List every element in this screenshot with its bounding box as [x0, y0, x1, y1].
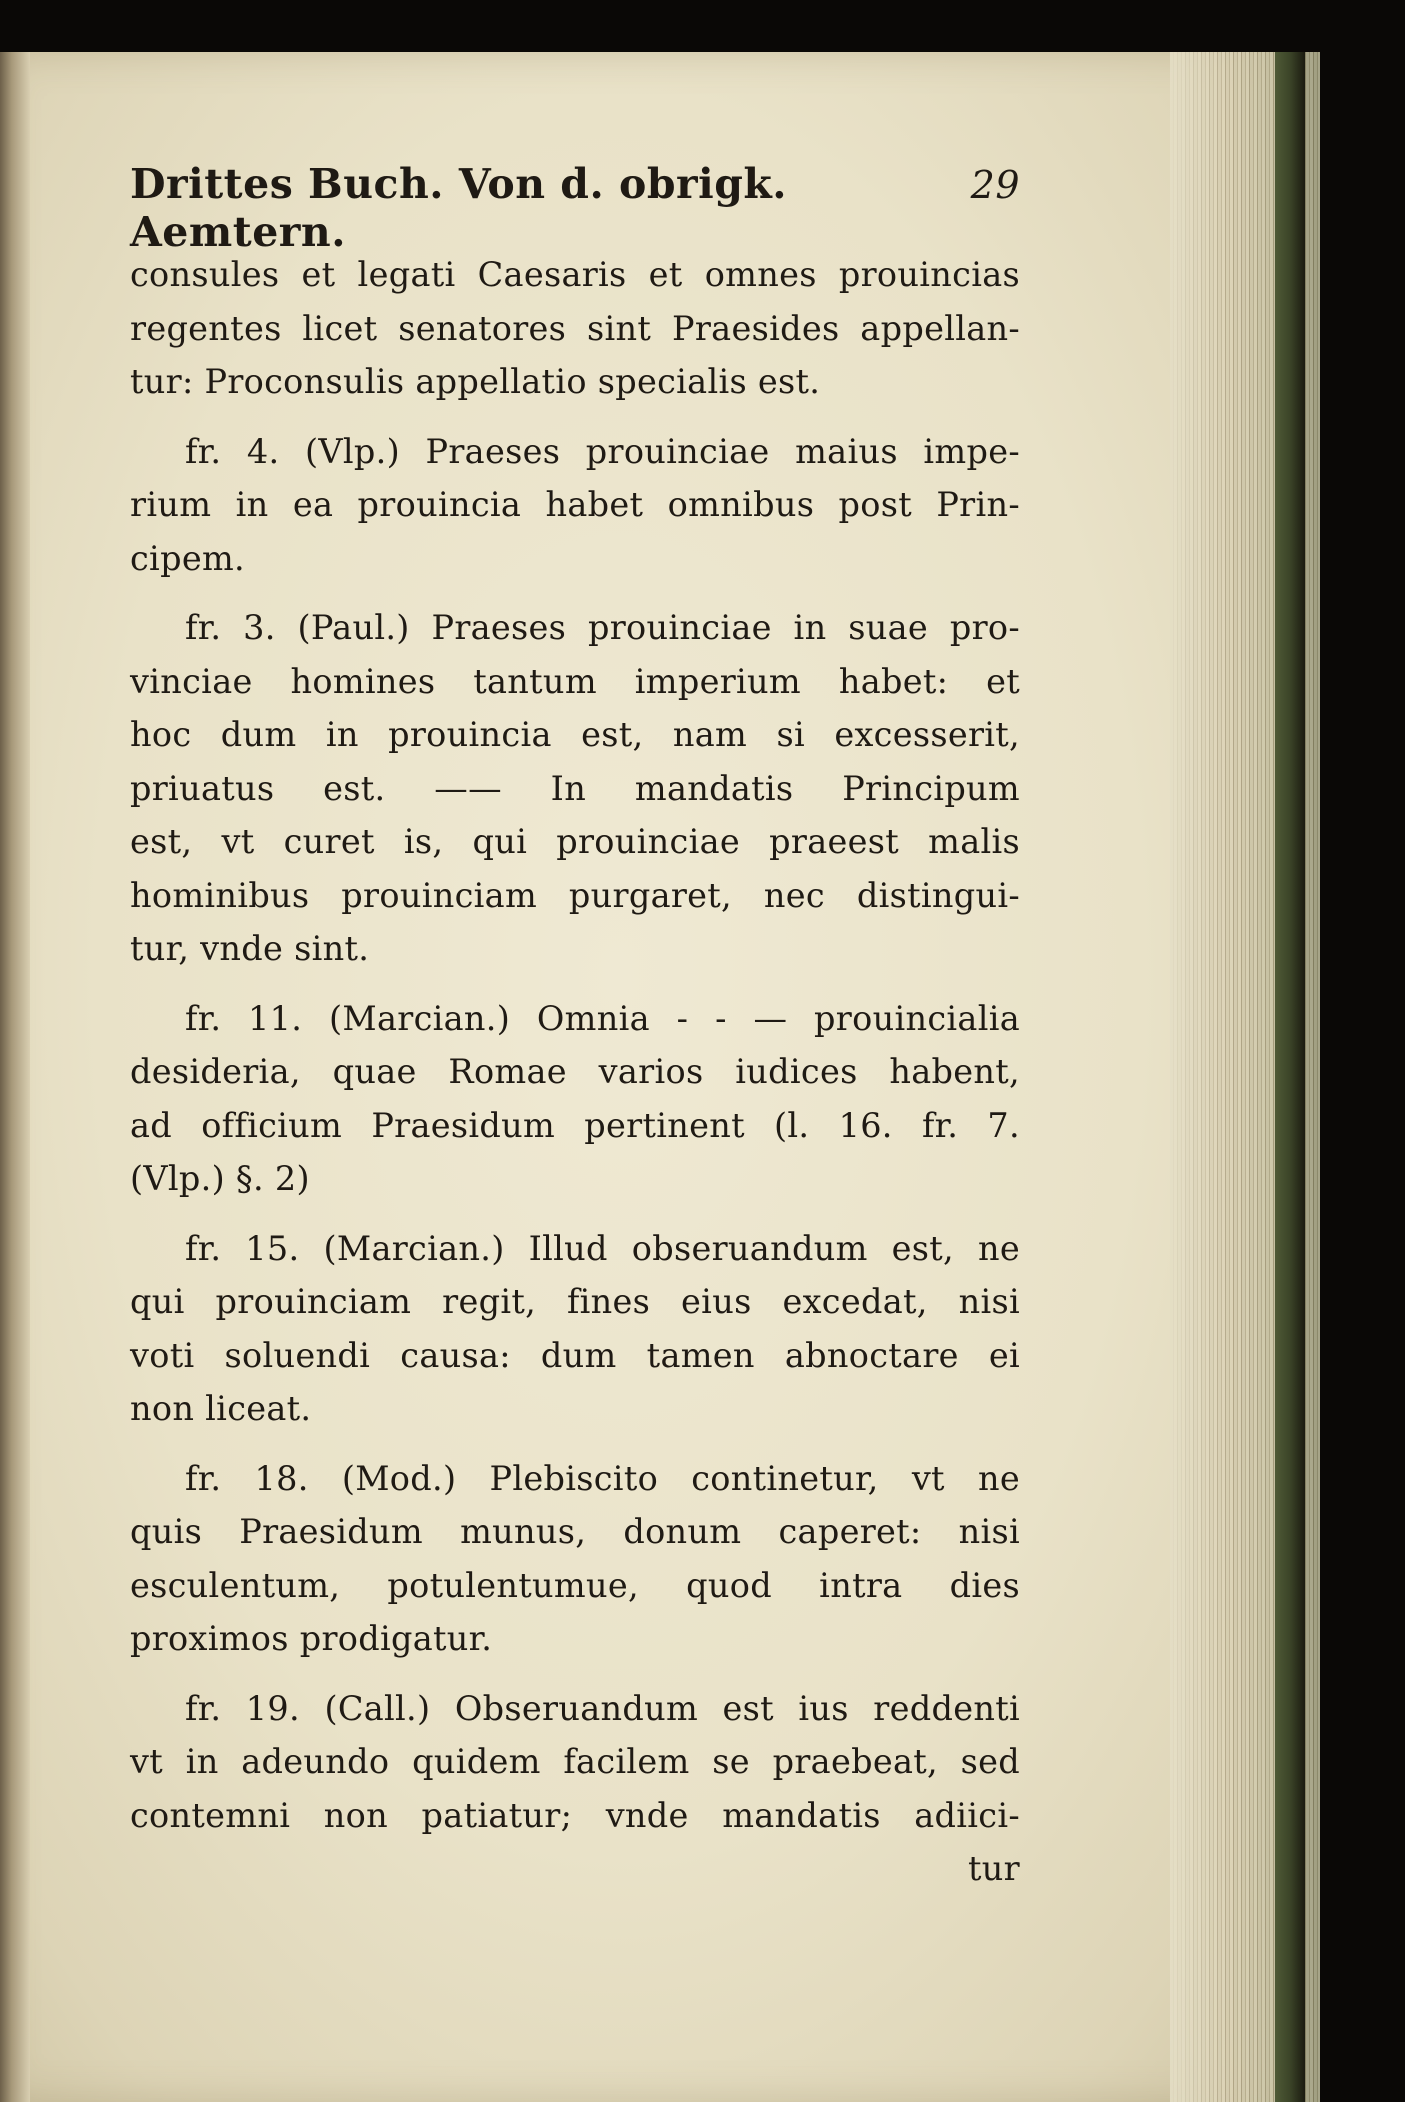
- paragraph: [130, 1222, 1020, 1436]
- text-line: vt in adeundo quidem facilem se praebeat, sed: [130, 1742, 1020, 1781]
- text-line: fr. 11. (Marcian.) Omnia - - — prouincialia: [185, 998, 1020, 1038]
- text-line: fr. 15. (Marcian.) Illud obseruandum est, ne: [185, 1228, 1020, 1268]
- text-line: ad officium Praesidum pertinent (l. 16. fr. 7.: [130, 1105, 1020, 1145]
- paragraph: [130, 425, 1020, 586]
- text-line: hoc dum in prouincia est, nam si excesserit,: [130, 715, 1020, 754]
- paragraph: [130, 992, 1020, 1206]
- text-line: consules et legati Caesaris et omnes prouincias: [130, 255, 1020, 294]
- text-line: esculentum, potulentumue, quod intra dies: [130, 1565, 1020, 1605]
- text-line: vinciae homines tantum imperium habet: et: [130, 661, 1020, 701]
- text-line: desideria, quae Romae varios iudices habent,: [130, 1052, 1020, 1091]
- text-line: tur: Proconsulis appellatio specialis est.: [130, 362, 821, 401]
- catchword: tur: [968, 1849, 1020, 1888]
- text-line: proximos prodigatur.: [130, 1619, 493, 1658]
- text-line: quis Praesidum munus, donum caperet: nisi: [130, 1512, 1020, 1551]
- text-line: est, vt curet is, qui prouinciae praeest malis: [130, 822, 1020, 861]
- book-binding-edge: [1275, 52, 1305, 2102]
- text-line: (Vlp.) §. 2): [130, 1159, 310, 1198]
- text-line: cipem.: [130, 538, 245, 578]
- text-line: fr. 4. (Vlp.) Praeses prouinciae maius impe-: [185, 431, 1020, 471]
- paragraph: [130, 601, 1020, 976]
- page-number: 29: [970, 163, 1020, 207]
- text-line: priuatus est. —— In mandatis Principum: [130, 768, 1020, 808]
- text-line: voti soluendi causa: dum tamen abnoctare ei: [130, 1335, 1020, 1375]
- text-line: regentes licet senatores sint Praesides appellan-: [130, 308, 1020, 348]
- text-line: fr. 3. (Paul.) Praeses prouinciae in suae pro-: [185, 608, 1020, 647]
- running-title: Drittes Buch. Von d. obrigk. Aemtern.: [130, 160, 788, 256]
- paragraph: [130, 1452, 1020, 1666]
- text-line: tur, vnde sint.: [130, 929, 370, 968]
- page-text-block: [130, 160, 1020, 1896]
- running-head: [130, 160, 1020, 256]
- text-line: fr. 18. (Mod.) Plebiscito continetur, vt ne: [185, 1458, 1020, 1498]
- text-line: qui prouinciam regit, fines eius excedat, nisi: [130, 1282, 1020, 1321]
- text-line: contemni non patiatur; vnde mandatis adiici-: [130, 1795, 1020, 1835]
- text-line: rium in ea prouincia habet omnibus post Prin-: [130, 485, 1020, 524]
- text-line: hominibus prouinciam purgaret, nec distingui-: [130, 875, 1020, 915]
- paragraph: [130, 1682, 1020, 1843]
- page-gutter: [0, 52, 30, 2102]
- paragraph: [130, 248, 1020, 409]
- text-line: non liceat.: [130, 1389, 312, 1428]
- text-line: fr. 19. (Call.) Obseruandum est ius reddenti: [185, 1688, 1020, 1728]
